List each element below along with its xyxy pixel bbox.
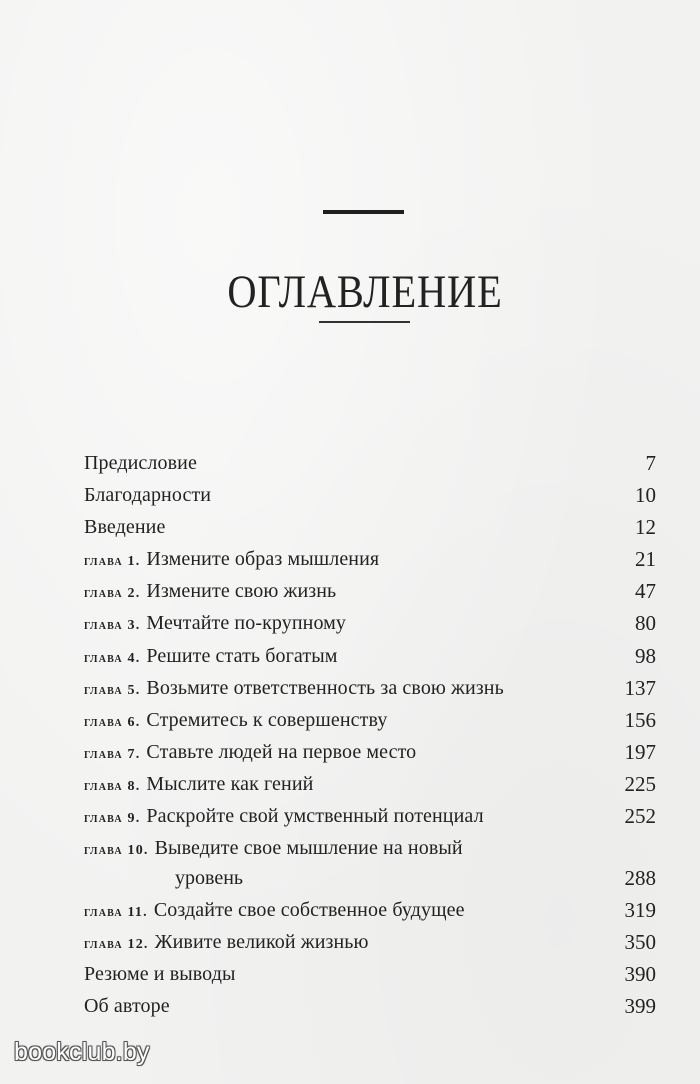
chapter-prefix: глава 9.: [84, 811, 141, 827]
chapter-prefix: глава 2.: [84, 586, 141, 602]
page-number: 80: [635, 611, 656, 636]
entry-title: Решите стать богатым: [146, 644, 338, 667]
toc-entry: [84, 990, 656, 1022]
toc-entry: [84, 575, 656, 607]
page-number: 252: [624, 804, 656, 829]
page-number: 390: [624, 962, 656, 987]
entry-title: Об авторе: [84, 995, 170, 1018]
toc-entry: [84, 768, 656, 800]
decorative-rule: [323, 210, 404, 214]
page-number: 399: [624, 994, 656, 1019]
toc-entry: [84, 447, 656, 479]
chapter-prefix: глава 6.: [84, 714, 141, 730]
entry-title: Создайте свое собственное будущее: [153, 899, 465, 922]
table-of-contents: [84, 447, 656, 1023]
toc-entry: [84, 672, 656, 704]
chapter-prefix: глава 8.: [84, 778, 141, 794]
toc-entry: [84, 736, 656, 768]
entry-title: Измените свою жизнь: [146, 580, 337, 603]
page-number: 319: [624, 898, 656, 923]
page-number: 156: [624, 707, 656, 732]
toc-entry: [84, 543, 656, 575]
entry-title: Введение: [84, 516, 166, 539]
chapter-prefix: глава 3.: [84, 618, 141, 634]
entry-title: Благодарности: [84, 484, 212, 507]
toc-entry: [84, 800, 656, 832]
page-number: 197: [624, 739, 656, 764]
page-number: 225: [624, 771, 656, 796]
entry-title: Раскройте свой умственный потенциал: [146, 805, 484, 828]
toc-entry: [84, 607, 656, 639]
entry-title: Измените образ мышления: [146, 548, 380, 571]
page-number: 98: [635, 643, 656, 668]
entry-title: Резюме и выводы: [84, 963, 236, 986]
toc-entry: [84, 894, 656, 926]
entry-title-continuation: уровень: [175, 867, 244, 890]
page-number: 10: [635, 483, 656, 508]
entry-title: Ставьте людей на первое место: [146, 740, 417, 763]
page-number: 47: [635, 579, 656, 604]
title-underline: [319, 321, 410, 323]
page-number: 137: [624, 675, 656, 700]
page-title: ОГЛАВЛЕНИЕ: [227, 266, 503, 318]
chapter-prefix: глава 7.: [84, 746, 141, 762]
entry-title: Возьмите ответственность за свою жизнь: [146, 676, 504, 699]
entry-title: Стремитесь к совершенству: [146, 708, 388, 731]
site-watermark: bookclub.by: [14, 1038, 150, 1066]
toc-entry: [84, 704, 656, 736]
toc-entry: [84, 511, 656, 543]
toc-entry: [84, 479, 656, 511]
page-number: 350: [624, 930, 656, 955]
entry-title: Мечтайте по-крупному: [146, 612, 347, 635]
page-number: 21: [635, 547, 656, 572]
chapter-prefix: глава 11.: [84, 905, 148, 921]
entry-title: Живите великой жизнью: [154, 931, 369, 954]
toc-entry: [84, 832, 656, 894]
entry-title: Выведите свое мышление на новый: [154, 837, 463, 860]
chapter-prefix: глава 4.: [84, 650, 141, 666]
chapter-prefix: глава 5.: [84, 682, 141, 698]
chapter-prefix: глава 12.: [84, 937, 149, 953]
toc-entry: [84, 958, 656, 990]
page-number: 7: [645, 451, 656, 475]
toc-entry: [84, 926, 656, 958]
entry-title: Мыслите как гений: [146, 772, 314, 795]
toc-entry: [84, 640, 656, 672]
chapter-prefix: глава 1.: [84, 554, 141, 570]
page-number: 288: [624, 866, 656, 891]
entry-title: Предисловие: [84, 452, 197, 474]
chapter-prefix: глава 10.: [84, 843, 149, 859]
page-number: 12: [635, 515, 656, 540]
